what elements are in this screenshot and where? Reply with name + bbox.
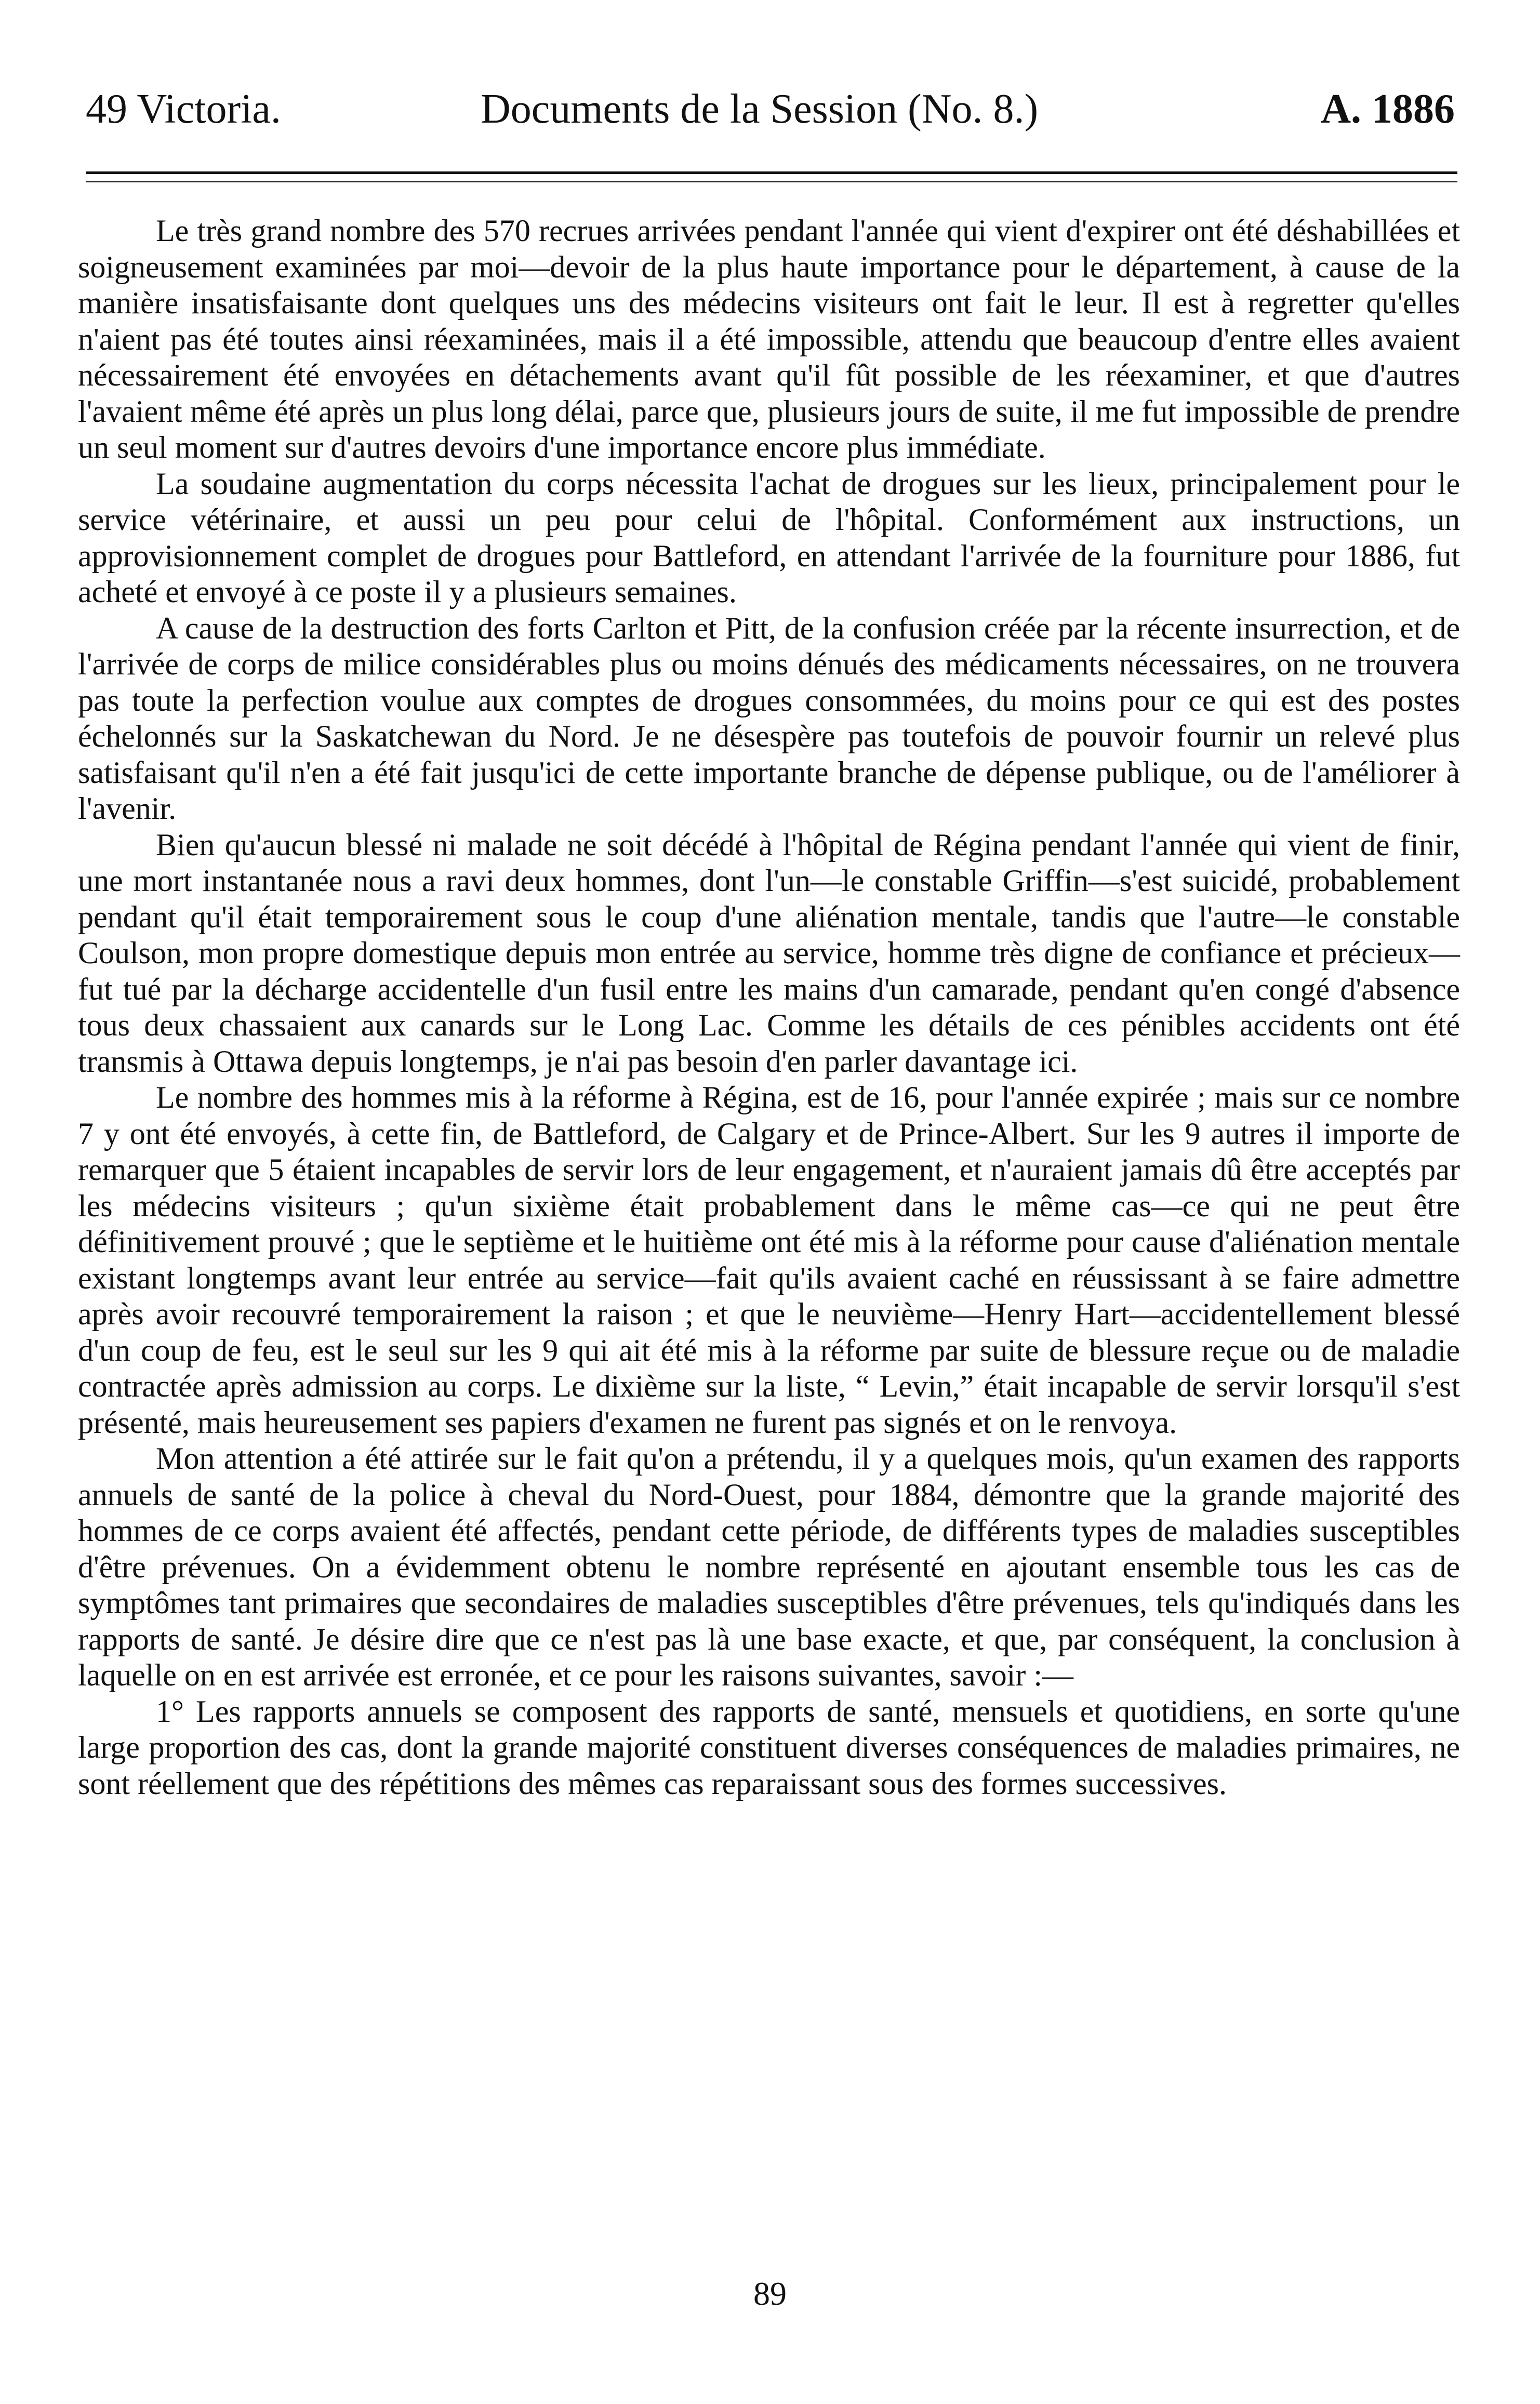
header-document-title: Documents de la Session (No. 8.) bbox=[481, 86, 1039, 132]
paragraph-recrues: Le très grand nombre des 570 recrues arrivées pendant l'année qui vient d'expirer ont été déshabillées et soigneusement examinées par moi—devoir de la plus haute importance pour le département, à cause de la manière insatisfaisante dont quelques uns des médecins visiteurs ont fait le leur. Il est à regretter qu'elles n'aient pas été toutes ainsi réexaminées, mais il a été impossible, attendu que beaucoup d'entre elles avaient nécessairement été envoyées en détachements avant qu'il fût possible de les réexaminer, et que d'autres l'avaient même été après un plus long délai, parce que, plusieurs jours de suite, il me fut impossible de prendre un seul moment sur d'autres devoirs d'une importance encore plus immédiate. bbox=[78, 214, 1460, 464]
header-double-rule bbox=[86, 171, 1457, 182]
paragraph-raison-1: 1° Les rapports annuels se composent des rapports de santé, mensuels et quotidiens, en sorte qu'une large proportion des cas, dont la grande majorité constituent diverses conséquences de maladies primaires, ne sont réellement que des répétitions des mêmes cas reparaissant sous des formes successives. bbox=[78, 1694, 1460, 1801]
paragraph-drogues: La soudaine augmentation du corps nécessita l'achat de drogues sur les lieux, principalement pour le service vétérinaire, et aussi un peu pour celui de l'hôpital. Conformément aux instructions, un approvisionnement complet de drogues pour Battleford, en attendant l'arrivée de la fourniture pour 1886, fut acheté et envoyé à ce poste il y a plusieurs semaines. bbox=[78, 466, 1460, 609]
paragraph-reforme: Le nombre des hommes mis à la réforme à Régina, est de 16, pour l'année expirée ; mais sur ce nombre 7 y ont été envoyés, à cette fin, de Battleford, de Calgary et de Prince-Albert. Sur les 9 autres il importe de remarquer que 5 étaient incapables de servir lors de leur engagement, et n'auraient jamais dû être acceptés par les médecins visiteurs ; qu'un sixième était probablement dans le même cas—ce qui ne peut être définitivement prouvé ; que le septième et le huitième ont été mis à la réforme pour cause d'aliénation mentale existant longtemps avant leur entrée au service—fait qu'ils avaient caché en réussissant à se faire admettre après avoir recouvré temporairement la raison ; et que le neuvième—Henry Hart—accidentellement blessé d'un coup de feu, est le seul sur les 9 qui ait été mis à la réforme par suite de blessure reçue ou de maladie contractée après admission au corps. Le dixième sur la liste, “ Levin,” était incapable de servir lorsqu'il s'est présenté, mais heureusement ses papiers d'examen ne furent pas signés et on le renvoya. bbox=[78, 1080, 1460, 1440]
header-regnal-year: 49 Victoria. bbox=[86, 86, 281, 132]
page-number: 89 bbox=[753, 2275, 787, 2312]
paragraph-deces: Bien qu'aucun blessé ni malade ne soit décédé à l'hôpital de Régina pendant l'année qui vient de finir, une mort instantanée nous a ravi deux hommes, dont l'un—le constable Griffin—s'est suicidé, probablement pendant qu'il était temporairement sous le coup d'une aliénation mentale, tandis que l'autre—le constable Coulson, mon propre domestique depuis mon entrée au service, homme très digne de confiance et précieux—fut tué par la décharge accidentelle d'un fusil entre les mains d'un camarade, pendant qu'en congé d'absence tous deux chassaient aux canards sur le Long Lac. Comme les détails de ces pénibles accidents ont été transmis à Ottawa depuis longtemps, je n'ai pas besoin d'en parler davantage ici. bbox=[78, 827, 1460, 1079]
body-text bbox=[78, 213, 1460, 1802]
paragraph-rapports-sante: Mon attention a été attirée sur le fait qu'on a prétendu, il y a quelques mois, qu'un examen des rapports annuels de santé de la police à cheval du Nord-Ouest, pour 1884, démontre que la grande majorité des hommes de ce corps avaient été affectés, pendant cette période, de différents types de maladies susceptibles d'être prévenues. On a évidemment obtenu le nombre représenté en ajoutant ensemble tous les cas de symptômes tant primaires que secondaires de maladies susceptibles d'être prévenues, tels qu'indiqués dans les rapports de santé. Je désire dire que ce n'est pas là une base exacte, et que, par conséquent, la conclusion à laquelle on en est arrivée est erronée, et ce pour les raisons suivantes, savoir :— bbox=[78, 1441, 1460, 1692]
paragraph-destruction-forts: A cause de la destruction des forts Carlton et Pitt, de la confusion créée par la récente insurrection, et de l'arrivée de corps de milice considérables plus ou moins dénués des médicaments nécessaires, on ne trouvera pas toute la perfection voulue aux comptes de drogues consommées, du moins pour ce qui est des postes échelonnés sur la Saskatchewan du Nord. Je ne désespère pas toutefois de pouvoir fournir un relevé plus satisfaisant qu'il n'en a été fait jusqu'ici de cette importante branche de dépense publique, ou de l'améliorer à l'avenir. bbox=[78, 610, 1460, 826]
header-year: A. 1886 bbox=[1321, 86, 1455, 132]
running-header bbox=[86, 86, 1455, 132]
